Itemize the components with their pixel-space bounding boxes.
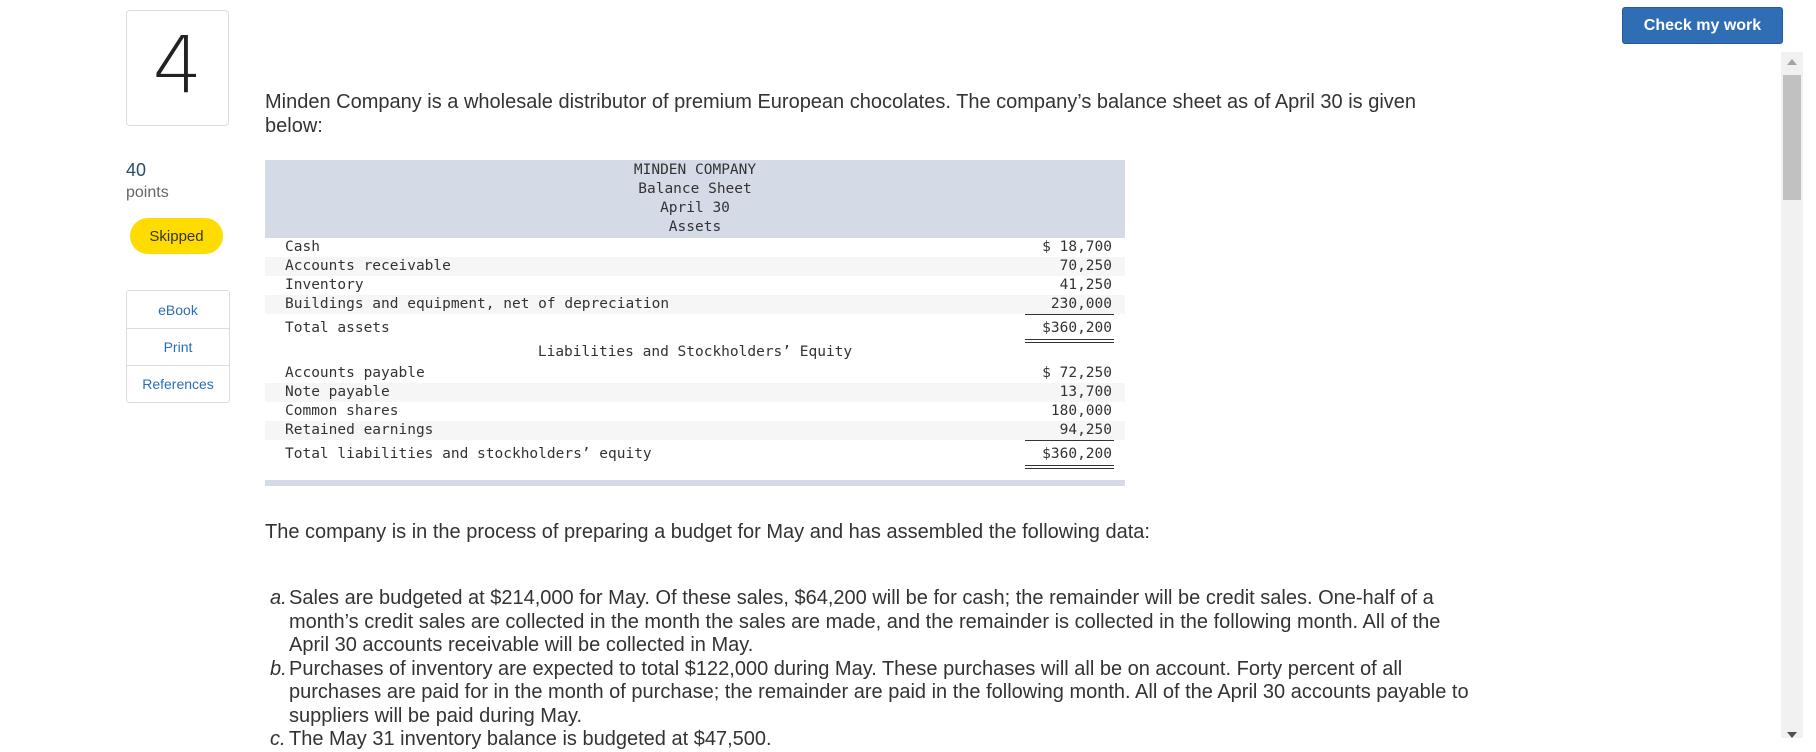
table-row xyxy=(265,402,1125,421)
row-amount: 70,250 xyxy=(1059,258,1112,274)
list-item-text: Purchases of inventory are expected to total $122,000 during May. These purchases will all be on account. Forty percent of all purchases are paid for in the month of purchase; the remainder are paid in the following month. All of the April 30 accounts payable to suppliers will be paid during May. xyxy=(289,657,1469,727)
row-label: Buildings and equipment, net of depreciation xyxy=(285,296,670,312)
row-amount: 230,000 xyxy=(1050,296,1112,312)
subtotal-rule xyxy=(1025,314,1114,315)
scroll-down-icon[interactable] xyxy=(1787,732,1797,738)
row-amount: 13,700 xyxy=(1059,384,1112,400)
table-row xyxy=(265,238,1125,257)
table-row xyxy=(265,364,1125,383)
list-marker: b. xyxy=(270,657,287,680)
scroll-thumb[interactable] xyxy=(1783,75,1801,200)
table-row xyxy=(265,383,1125,402)
balance-sheet-footer xyxy=(265,480,1125,486)
list-item xyxy=(270,658,1470,729)
scroll-up-icon[interactable] xyxy=(1787,59,1797,65)
total-rule xyxy=(1025,465,1114,469)
row-label: Accounts payable xyxy=(285,365,425,381)
table-row xyxy=(265,257,1125,276)
balance-sheet xyxy=(265,160,1125,486)
row-amount: 180,000 xyxy=(1050,403,1112,419)
budget-intro-text: The company is in the process of preparing a budget for May and has assembled the following data: xyxy=(265,521,1150,543)
statement-date: April 30 xyxy=(660,200,730,216)
row-amount: 94,250 xyxy=(1059,422,1112,438)
table-row xyxy=(265,276,1125,295)
resource-links xyxy=(126,290,230,403)
row-label: Common shares xyxy=(285,403,399,419)
intro-text: Minden Company is a wholesale distributor of premium European chocolates. The company’s balance sheet as of April 30 is given below: xyxy=(265,91,1417,137)
table-row xyxy=(265,421,1125,440)
assets-heading: Assets xyxy=(668,219,722,235)
ebook-link[interactable]: eBook xyxy=(158,301,198,318)
row-label: Cash xyxy=(285,239,320,255)
row-amount: $360,200 xyxy=(1042,320,1112,336)
references-link[interactable]: References xyxy=(127,365,229,402)
subtotal-rule xyxy=(1025,440,1114,441)
vertical-scrollbar[interactable] xyxy=(1781,52,1803,738)
list-item-text: The May 31 inventory balance is budgeted at $47,500. xyxy=(289,728,772,750)
budget-data-list xyxy=(270,587,1470,752)
list-marker: c. xyxy=(270,728,286,750)
row-label: Note payable xyxy=(285,384,390,400)
list-item-text: Sales are budgeted at $214,000 for May. Of these sales, $64,200 will be for cash; the remainder will be credit sales. One-half of a month’s credit sales are collected in the month the sales are made, and the remainder is collected in the following month. All of the April 30 accounts receivable will be collected in May. xyxy=(289,587,1441,656)
table-row xyxy=(265,295,1125,314)
status-badge: Skipped xyxy=(130,218,223,254)
row-label: Total liabilities and stockholders’ equity xyxy=(285,446,652,462)
row-amount: $ 72,250 xyxy=(1042,365,1112,381)
check-my-work-button[interactable]: Check my work xyxy=(1622,7,1783,44)
print-link[interactable]: Print xyxy=(127,328,229,365)
list-item xyxy=(270,587,1470,658)
question-number: 4 xyxy=(152,21,203,111)
row-label: Total assets xyxy=(285,320,390,336)
total-liabilities-row xyxy=(265,445,1125,464)
points-value: 40 xyxy=(126,160,147,180)
row-label: Inventory xyxy=(285,277,364,293)
row-amount: $360,200 xyxy=(1042,446,1112,462)
row-amount: $ 18,700 xyxy=(1042,239,1112,255)
company-name: MINDEN COMPANY xyxy=(633,162,757,178)
points-label: points xyxy=(126,184,169,201)
list-marker: a. xyxy=(270,587,287,609)
liabilities-heading: Liabilities and Stockholders’ Equity xyxy=(537,344,853,360)
row-label: Accounts receivable xyxy=(285,258,451,274)
row-amount: 41,250 xyxy=(1059,277,1112,293)
question-number-box xyxy=(126,10,229,126)
list-item xyxy=(270,728,1470,752)
statement-name: Balance Sheet xyxy=(638,181,752,197)
total-assets-row xyxy=(265,319,1125,338)
row-label: Retained earnings xyxy=(285,422,434,438)
